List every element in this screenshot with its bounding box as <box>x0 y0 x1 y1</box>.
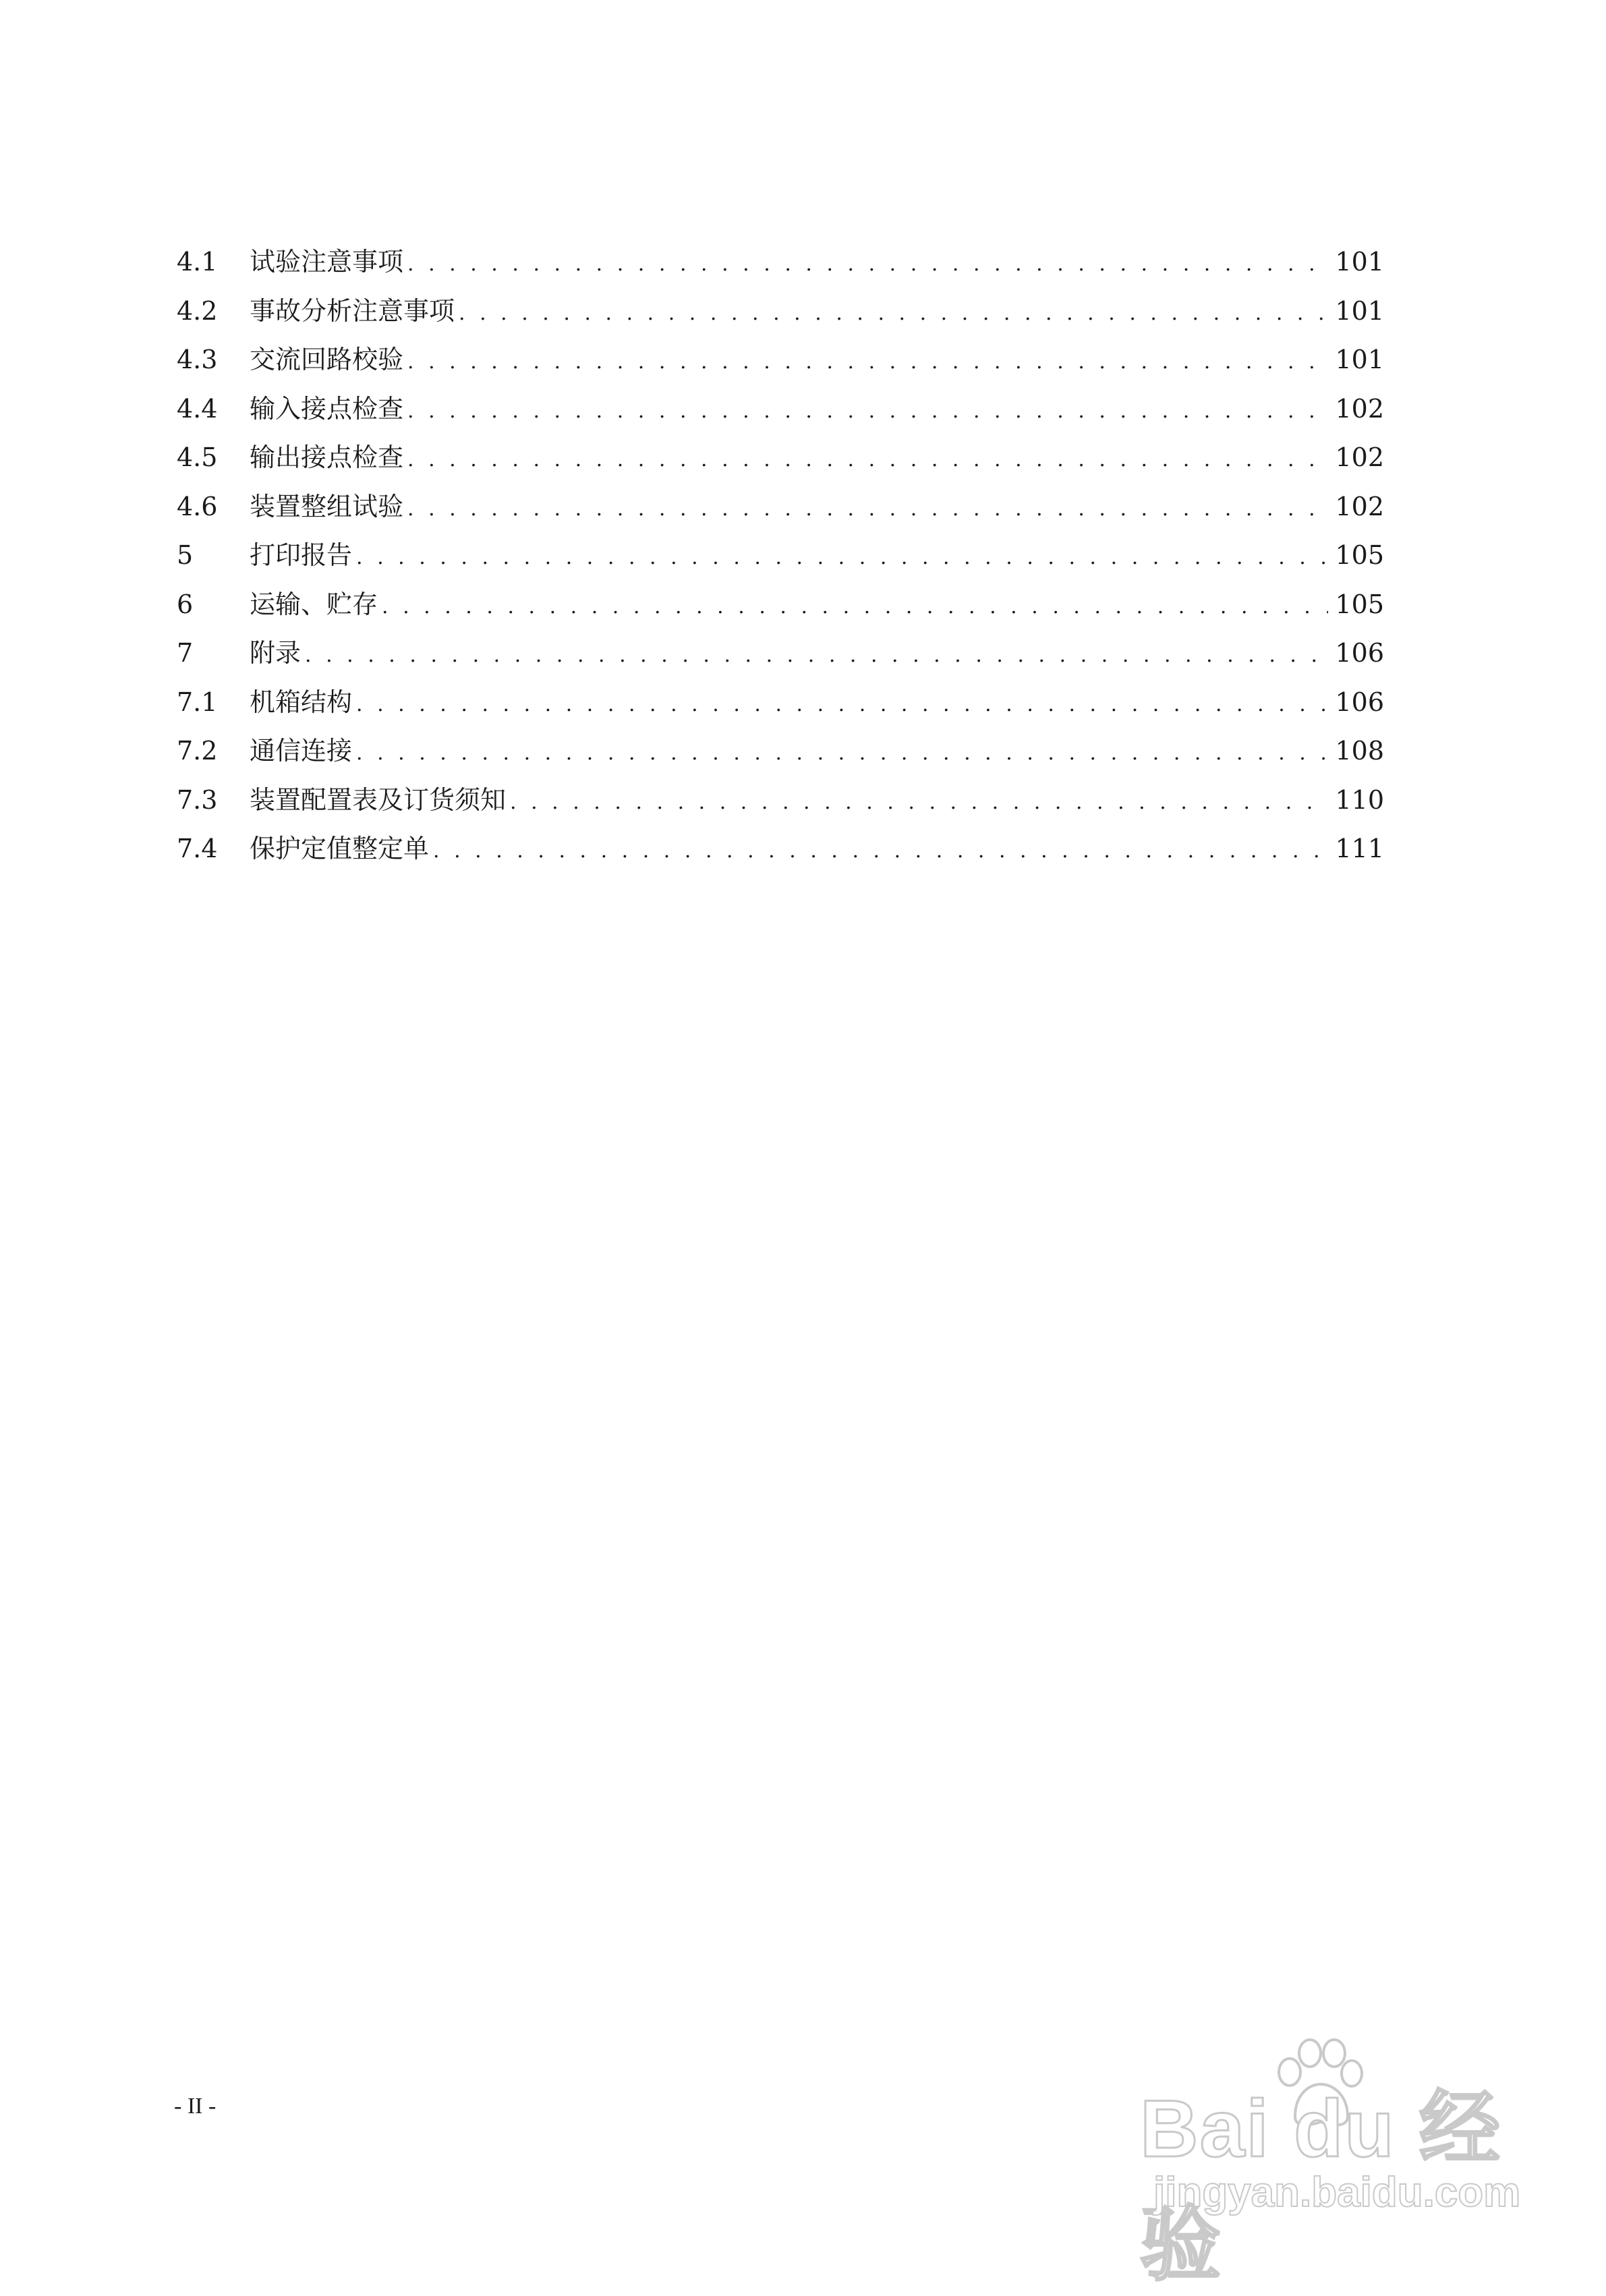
toc-dot-leader <box>305 631 1328 681</box>
toc-entry-page: 102 <box>1335 491 1384 521</box>
toc-entry-number: 7.3 <box>177 784 218 815</box>
toc-entry[interactable] <box>177 726 1384 776</box>
toc-dot-leader <box>459 289 1328 339</box>
toc-entry-number: 4.1 <box>177 247 218 277</box>
toc-dot-leader <box>407 387 1328 436</box>
toc-entry-page: 101 <box>1335 247 1384 277</box>
page-number: - II - <box>174 2094 217 2119</box>
toc-entry-page: 102 <box>1335 442 1384 472</box>
toc-entry-number: 6 <box>177 589 194 619</box>
toc-entry[interactable] <box>177 678 1384 727</box>
toc-entry-page: 110 <box>1335 784 1384 815</box>
toc-entry-number: 7.2 <box>177 736 218 766</box>
toc-dot-leader <box>356 534 1328 583</box>
toc-entry-number: 5 <box>177 540 194 570</box>
toc-entry-number: 4.2 <box>177 295 218 326</box>
baidu-jingyan-watermark <box>1140 2037 1521 2290</box>
toc-entry-number: 7.1 <box>177 687 218 717</box>
toc-entry-title: 机箱结构 <box>250 687 353 717</box>
toc-dot-leader <box>407 436 1328 485</box>
toc-entry[interactable] <box>177 482 1384 532</box>
toc-entry-number: 4.6 <box>177 491 218 521</box>
toc-entry-title: 输出接点检查 <box>250 442 404 472</box>
toc-entry[interactable] <box>177 531 1384 580</box>
toc-dot-leader <box>510 778 1328 828</box>
toc-entry-title: 附录 <box>250 638 302 668</box>
toc-entry-page: 106 <box>1335 638 1384 668</box>
toc-entry-page: 102 <box>1335 393 1384 424</box>
toc-entry-page: 101 <box>1335 295 1384 326</box>
toc-entry-title: 试验注意事项 <box>250 247 404 277</box>
toc-entry-page: 111 <box>1335 834 1384 863</box>
toc-dot-leader <box>356 681 1328 730</box>
toc-entry-title: 保护定值整定单 <box>250 834 430 863</box>
toc-entry-title: 事故分析注意事项 <box>250 295 455 326</box>
toc-dot-leader <box>407 240 1328 289</box>
toc-entry-page: 108 <box>1335 736 1384 766</box>
toc-entry-title: 打印报告 <box>250 540 353 570</box>
toc-entry[interactable] <box>177 335 1384 384</box>
toc-entry-number: 7.4 <box>177 834 218 863</box>
toc-entry-page: 105 <box>1335 589 1384 619</box>
table-of-contents <box>177 237 1384 873</box>
toc-entry-title: 运输、贮存 <box>250 589 378 619</box>
toc-entry-number: 4.3 <box>177 345 218 374</box>
toc-entry-number: 7 <box>177 638 194 668</box>
toc-entry-title: 装置整组试验 <box>250 491 404 521</box>
toc-entry-page: 101 <box>1335 345 1384 374</box>
toc-entry-page: 106 <box>1335 687 1384 717</box>
toc-entry[interactable] <box>177 237 1384 287</box>
toc-entry-title: 装置配置表及订货须知 <box>250 784 507 815</box>
toc-entry[interactable] <box>177 433 1384 482</box>
toc-entry[interactable] <box>177 824 1384 873</box>
toc-dot-leader <box>382 583 1328 632</box>
toc-dot-leader <box>407 338 1328 387</box>
toc-entry-title: 输入接点检查 <box>250 393 404 424</box>
toc-dot-leader <box>433 827 1328 876</box>
toc-entry[interactable] <box>177 776 1384 825</box>
toc-dot-leader <box>356 729 1328 778</box>
toc-entry-title: 交流回路校验 <box>250 345 404 374</box>
watermark-logo-text: Bai du 经验 <box>1140 2084 1502 2290</box>
toc-entry[interactable] <box>177 384 1384 434</box>
toc-entry-title: 通信连接 <box>250 736 353 766</box>
toc-dot-leader <box>407 485 1328 534</box>
toc-entry-number: 4.5 <box>177 442 218 472</box>
toc-entry-page: 105 <box>1335 540 1384 570</box>
toc-entry[interactable] <box>177 629 1384 678</box>
toc-entry[interactable] <box>177 287 1384 336</box>
watermark-url: jingyan.baidu.com <box>1153 2169 1521 2216</box>
toc-entry[interactable] <box>177 580 1384 629</box>
toc-entry-number: 4.4 <box>177 393 218 424</box>
